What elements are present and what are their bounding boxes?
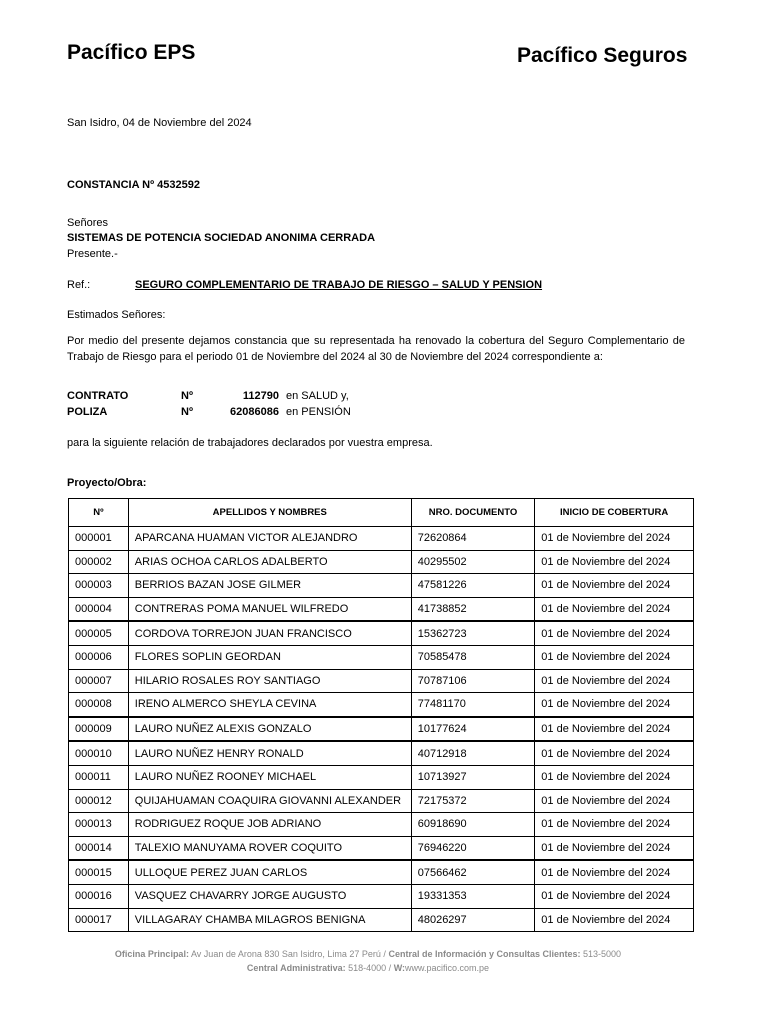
poliza-value: 62086086: [230, 406, 279, 418]
cell-coverage: 01 de Noviembre del 2024: [535, 574, 694, 598]
cell-document: 15362723: [411, 621, 535, 645]
cell-name: ULLOQUE PEREZ JUAN CARLOS: [128, 860, 411, 884]
footer-admin-text: 518-4000 /: [348, 963, 392, 973]
cell-coverage: 01 de Noviembre del 2024: [535, 741, 694, 765]
footer-line-2: [0, 962, 736, 974]
cell-coverage: 01 de Noviembre del 2024: [535, 908, 694, 932]
date-line: San Isidro, 04 de Noviembre del 2024: [67, 117, 252, 129]
cell-number: 000009: [69, 717, 129, 742]
cell-document: 70787106: [411, 669, 535, 693]
cell-name: VASQUEZ CHAVARRY JORGE AUGUSTO: [128, 884, 411, 908]
table-row: [69, 669, 694, 693]
brand-left: Pacífico EPS: [67, 41, 196, 64]
table-row: [69, 550, 694, 574]
cell-coverage: 01 de Noviembre del 2024: [535, 884, 694, 908]
cell-number: 000014: [69, 836, 129, 860]
cell-name: BERRIOS BAZAN JOSE GILMER: [128, 574, 411, 598]
cell-coverage: 01 de Noviembre del 2024: [535, 789, 694, 813]
poliza-label: POLIZA: [67, 406, 108, 418]
cell-name: QUIJAHUAMAN COAQUIRA GIOVANNI ALEXANDER: [128, 789, 411, 813]
cell-number: 000017: [69, 908, 129, 932]
cell-number: 000012: [69, 789, 129, 813]
footer-web-text: www.pacifico.com.pe: [405, 963, 490, 973]
greeting: Estimados Señores:: [67, 309, 166, 321]
table-row: [69, 527, 694, 551]
cell-name: CORDOVA TORREJON JUAN FRANCISCO: [128, 621, 411, 645]
cell-document: 07566462: [411, 860, 535, 884]
footer-office-label: Oficina Principal:: [114, 949, 189, 959]
cell-coverage: 01 de Noviembre del 2024: [535, 860, 694, 884]
cell-document: 76946220: [411, 836, 535, 860]
table-row: [69, 908, 694, 932]
header-coverage: INICIO DE COBERTURA: [535, 499, 694, 527]
table-row: [69, 765, 694, 789]
cell-name: FLORES SOPLIN GEORDAN: [128, 645, 411, 669]
cell-name: TALEXIO MANUYAMA ROVER COQUITO: [128, 836, 411, 860]
cell-document: 48026297: [411, 908, 535, 932]
table-row: [69, 621, 694, 645]
cell-coverage: 01 de Noviembre del 2024: [535, 527, 694, 551]
cell-coverage: 01 de Noviembre del 2024: [535, 836, 694, 860]
table-row: [69, 884, 694, 908]
cell-number: 000013: [69, 813, 129, 837]
cell-name: ARIAS OCHOA CARLOS ADALBERTO: [128, 550, 411, 574]
constancia-number: CONSTANCIA Nº 4532592: [67, 179, 201, 191]
contrato-value: 112790: [242, 390, 279, 402]
table-row: [69, 789, 694, 813]
cell-number: 000011: [69, 765, 129, 789]
cell-number: 000002: [69, 550, 129, 574]
cell-coverage: 01 de Noviembre del 2024: [535, 717, 694, 742]
table-row: [69, 836, 694, 860]
footer-office-text: Av Juan de Arona 830 San Isidro, Lima 27 Perú /: [190, 949, 386, 959]
cell-document: 40712918: [411, 741, 535, 765]
body-paragraph: Por medio del presente dejamos constancia que su representada ha renovado la cobertura del Seguro Complementario de Trabajo de Riesgo para el periodo 01 de Noviembre del 2024 al 30 de Noviembre del 2024 correspondiente a:: [67, 335, 685, 363]
cell-coverage: 01 de Noviembre del 2024: [535, 693, 694, 717]
cell-coverage: 01 de Noviembre del 2024: [535, 550, 694, 574]
table-row: [69, 717, 694, 742]
footer-web-label: W:: [393, 963, 406, 973]
poliza-no: Nº: [181, 406, 193, 418]
cell-coverage: 01 de Noviembre del 2024: [535, 765, 694, 789]
footer-admin-label: Central Administrativa:: [246, 963, 346, 973]
cell-name: APARCANA HUAMAN VICTOR ALEJANDRO: [128, 527, 411, 551]
relation-text: para la siguiente relación de trabajadores declarados por vuestra empresa.: [67, 437, 433, 449]
cell-coverage: 01 de Noviembre del 2024: [535, 597, 694, 621]
cell-number: 000007: [69, 669, 129, 693]
cell-document: 10177624: [411, 717, 535, 742]
cell-coverage: 01 de Noviembre del 2024: [535, 813, 694, 837]
cell-coverage: 01 de Noviembre del 2024: [535, 669, 694, 693]
cell-name: VILLAGARAY CHAMBA MILAGROS BENIGNA: [128, 908, 411, 932]
header-number: Nº: [69, 499, 129, 527]
cell-name: IRENO ALMERCO SHEYLA CEVINA: [128, 693, 411, 717]
table-header-row: [69, 499, 694, 527]
cell-coverage: 01 de Noviembre del 2024: [535, 621, 694, 645]
salutation: Señores: [67, 217, 108, 229]
cell-document: 47581226: [411, 574, 535, 598]
cell-name: LAURO NUÑEZ ROONEY MICHAEL: [128, 765, 411, 789]
cell-coverage: 01 de Noviembre del 2024: [535, 645, 694, 669]
cell-document: 41738852: [411, 597, 535, 621]
cell-number: 000001: [69, 527, 129, 551]
footer-line-1: [0, 948, 736, 960]
table-row: [69, 645, 694, 669]
cell-name: HILARIO ROSALES ROY SANTIAGO: [128, 669, 411, 693]
cell-number: 000005: [69, 621, 129, 645]
cell-name: LAURO NUÑEZ HENRY RONALD: [128, 741, 411, 765]
presente: Presente.-: [67, 248, 118, 260]
cell-document: 19331353: [411, 884, 535, 908]
table-row: [69, 860, 694, 884]
footer-info-text: 513-5000: [583, 949, 622, 959]
workers-table: [68, 498, 694, 932]
header-names: APELLIDOS Y NOMBRES: [128, 499, 411, 527]
cell-name: LAURO NUÑEZ ALEXIS GONZALO: [128, 717, 411, 742]
cell-document: 72175372: [411, 789, 535, 813]
cell-number: 000003: [69, 574, 129, 598]
poliza-suffix: en PENSIÓN: [286, 406, 351, 418]
header-document: NRO. DOCUMENTO: [411, 499, 535, 527]
ref-label: Ref.:: [67, 279, 91, 291]
cell-document: 70585478: [411, 645, 535, 669]
cell-name: CONTRERAS POMA MANUEL WILFREDO: [128, 597, 411, 621]
contrato-suffix: en SALUD y,: [286, 390, 349, 402]
cell-number: 000015: [69, 860, 129, 884]
contrato-label: CONTRATO: [67, 390, 129, 402]
cell-number: 000004: [69, 597, 129, 621]
cell-number: 000008: [69, 693, 129, 717]
ref-text: SEGURO COMPLEMENTARIO DE TRABAJO DE RIESGO – SALUD Y PENSION: [135, 279, 543, 291]
brand-right: Pacífico Seguros: [517, 44, 688, 67]
proyecto-label: Proyecto/Obra:: [67, 477, 147, 489]
cell-document: 60918690: [411, 813, 535, 837]
cell-number: 000010: [69, 741, 129, 765]
cell-number: 000016: [69, 884, 129, 908]
company-name: SISTEMAS DE POTENCIA SOCIEDAD ANONIMA CERRADA: [67, 232, 376, 244]
table-row: [69, 813, 694, 837]
contrato-no: Nº: [181, 390, 193, 402]
cell-document: 10713927: [411, 765, 535, 789]
table-row: [69, 574, 694, 598]
cell-number: 000006: [69, 645, 129, 669]
cell-document: 40295502: [411, 550, 535, 574]
cell-document: 77481170: [411, 693, 535, 717]
cell-name: RODRIGUEZ ROQUE JOB ADRIANO: [128, 813, 411, 837]
cell-document: 72620864: [411, 527, 535, 551]
table-row: [69, 597, 694, 621]
footer-info-label: Central de Información y Consultas Clientes:: [388, 949, 581, 959]
table-row: [69, 741, 694, 765]
table-row: [69, 693, 694, 717]
